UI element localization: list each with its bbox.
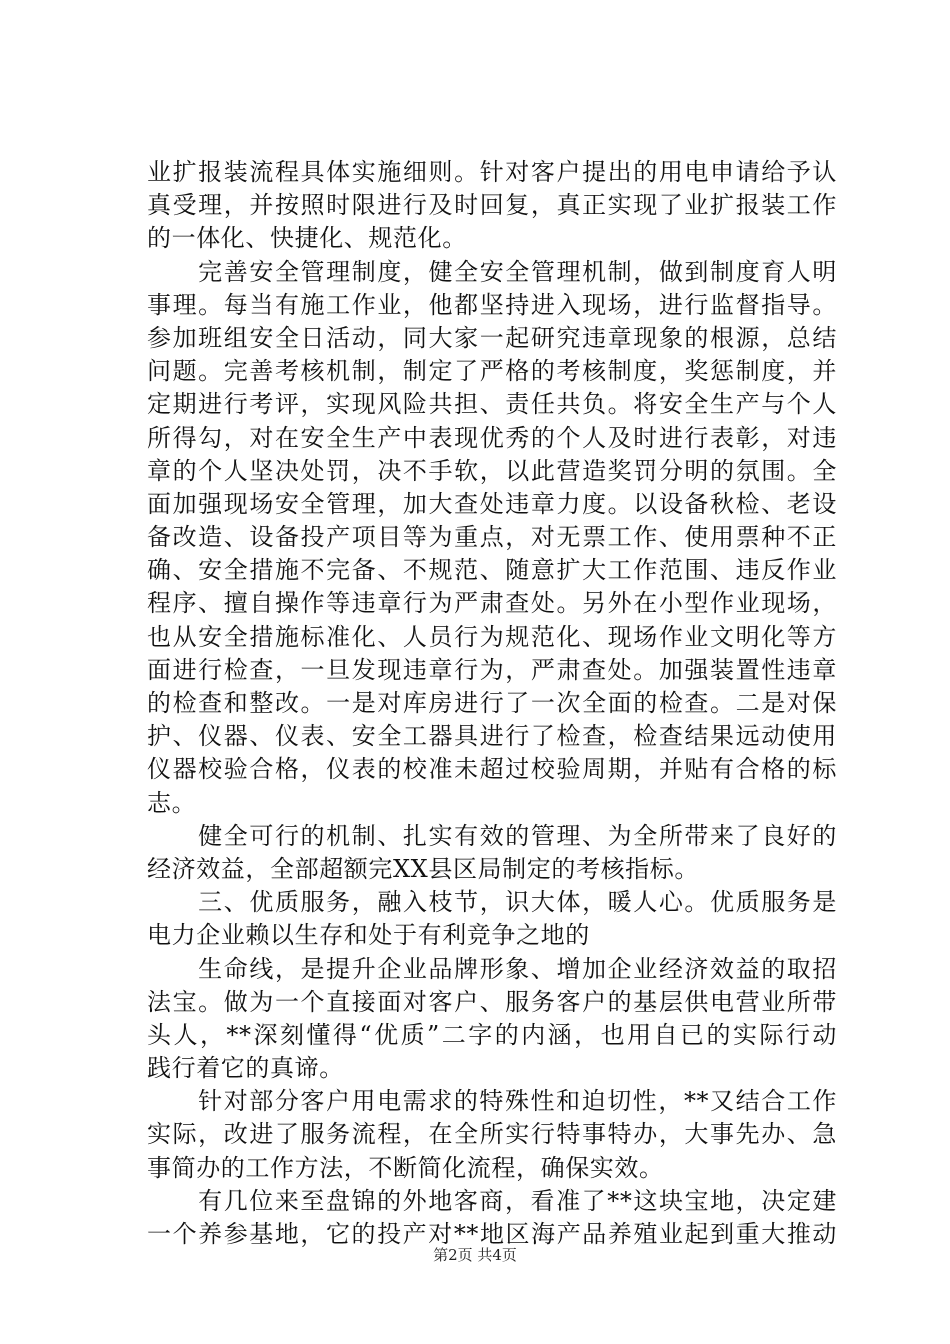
- text-line: 法宝。做为一个直接面对客户、服务客户的基层供电营业所带: [147, 987, 837, 1016]
- text-line: 护、仪器、仪表、安全工器具进行了检查，检查结果远动使用: [147, 722, 837, 751]
- text-line: 所得勾，对在安全生产中表现优秀的个人及时进行表彰，对违: [147, 423, 837, 452]
- text-line: 有几位来至盘锦的外地客商，看准了**这块宝地，决定建: [147, 1186, 837, 1215]
- text-line: 电力企业赖以生存和处于有利竞争之地的: [147, 921, 590, 950]
- text-line: 参加班组安全日活动，同大家一起研究违章现象的根源，总结: [147, 323, 837, 352]
- text-line: 程序、擅自操作等违章行为严肃查处。另外在小型作业现场，: [147, 589, 837, 618]
- body-text: [147, 156, 837, 1251]
- text-line: 业扩报装流程具体实施细则。针对客户提出的用电申请给予认: [147, 158, 837, 186]
- text-line: 确、安全措施不完备、不规范、随意扩大工作范围、违反作业: [147, 556, 837, 585]
- text-line: 志。: [147, 788, 197, 817]
- text-line: 事简办的工作方法，不断简化流程，确保实效。: [147, 1153, 664, 1182]
- text-line: 问题。完善考核机制，制定了严格的考核制度，奖惩制度，并: [147, 357, 837, 386]
- text-line: 头人，**深刻懂得“优质”二字的内涵，也用自已的实际行动: [147, 1020, 837, 1049]
- text-line: 实际，改进了服务流程，在全所实行特事特办，大事先办、急: [147, 1120, 837, 1149]
- text-line: 的检查和整改。一是对库房进行了一次全面的检查。二是对保: [147, 689, 837, 717]
- text-line: 三、优质服务，融入枝节，识大体，暖人心。优质服务是: [147, 888, 837, 917]
- text-line: 健全可行的机制、扎实有效的管理、为全所带来了良好的: [147, 821, 837, 850]
- text-line: 仪器校验合格，仪表的校准未超过校验周期，并贴有合格的标: [147, 755, 837, 784]
- text-line: 也从安全措施标准化、人员行为规范化、现场作业文明化等方: [147, 622, 837, 651]
- page-number: 第2页 共4页: [433, 1246, 517, 1264]
- text-line: 完善安全管理制度，健全安全管理机制，做到制度育人明: [147, 257, 837, 286]
- text-line: 面进行检查，一旦发现违章行为，严肃查处。加强装置性违章: [147, 655, 837, 684]
- text-line: 面加强现场安全管理，加大查处违章力度。以设备秋检、老设: [147, 489, 837, 518]
- text-line: 生命线，是提升企业品牌形象、增加企业经济效益的取招: [147, 954, 837, 983]
- text-line: 针对部分客户用电需求的特殊性和迫切性，**又结合工作: [147, 1087, 837, 1116]
- text-line: 践行着它的真谛。: [147, 1054, 344, 1083]
- text-line: 备改造、设备投产项目等为重点，对无票工作、使用票种不正: [147, 523, 837, 552]
- text-line: 经济效益，全部超额完XX县区局制定的考核指标。: [147, 854, 699, 883]
- text-line: 章的个人坚决处罚，决不手软，以此营造奖罚分明的氛围。全: [147, 456, 837, 485]
- text-line: 一个养参基地，它的投产对**地区海产品养殖业起到重大推动: [147, 1220, 837, 1248]
- text-line: 真受理，并按照时限进行及时回复，真正实现了业扩报装工作: [147, 191, 837, 220]
- text-line: 事理。每当有施工作业，他都坚持进入现场，进行监督指导。: [147, 290, 837, 319]
- text-line: 的一体化、快捷化、规范化。: [147, 224, 467, 253]
- text-line: 定期进行考评，实现风险共担、责任共负。将安全生产与个人: [147, 390, 837, 419]
